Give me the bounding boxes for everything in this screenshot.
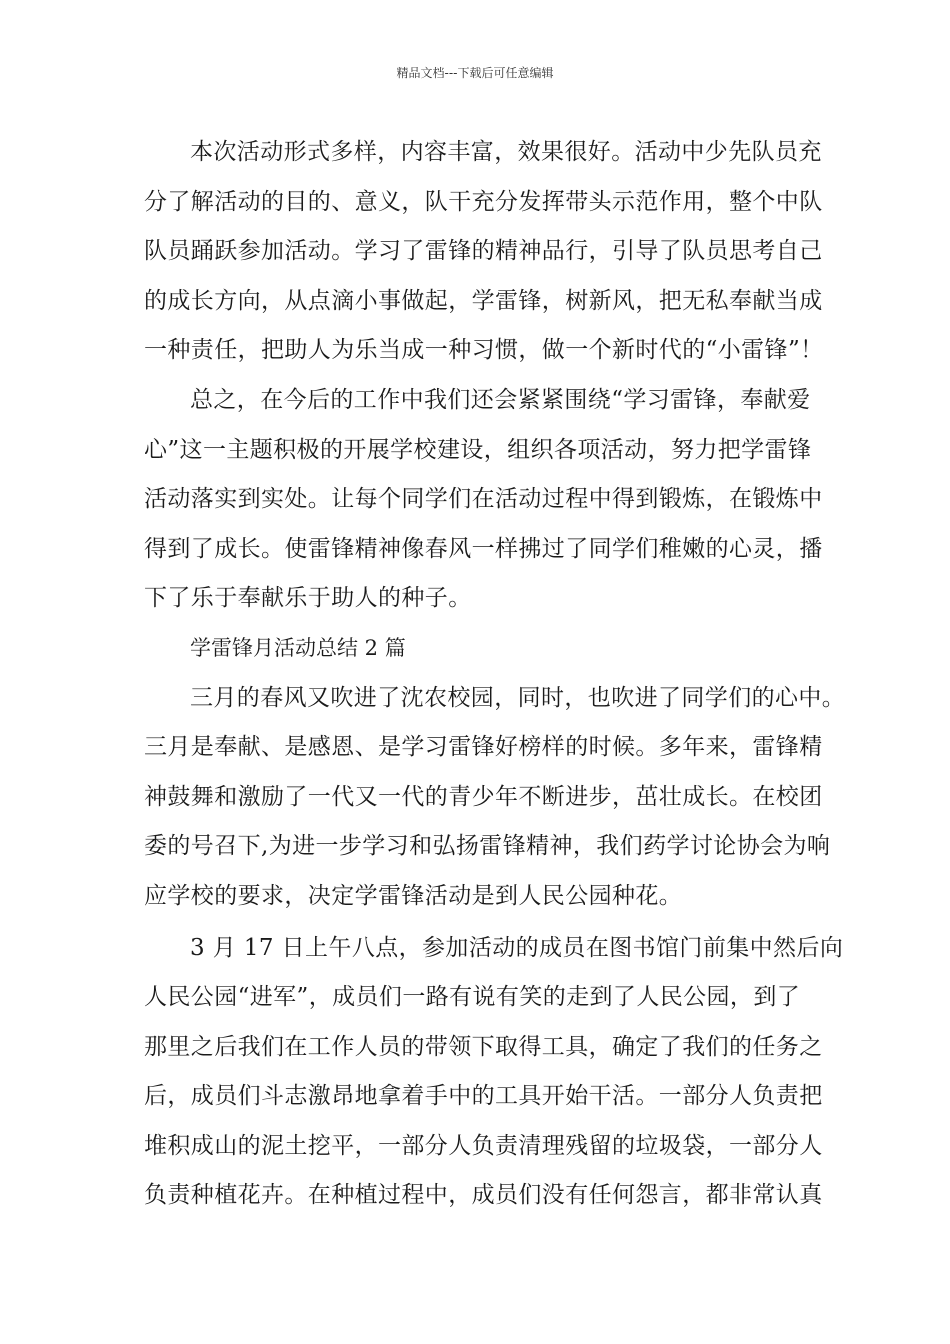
paragraph-line: 应学校的要求，决定学雷锋活动是到人民公园种花。: [144, 882, 683, 909]
paragraph-line: 委的号召下,为进一步学习和弘扬雷锋精神，我们药学讨论协会为响: [144, 833, 831, 860]
paragraph-line: 心”这一主题积极的开展学校建设，组织各项活动，努力把学雷锋: [144, 436, 812, 463]
paragraph-line: 分了解活动的目的、意义，队干充分发挥带头示范作用，整个中队: [144, 188, 823, 215]
paragraph-line: 活动落实到实处。让每个同学们在活动过程中得到锻炼，在锻炼中: [144, 486, 823, 513]
paragraph-line: 队员踊跃参加活动。学习了雷锋的精神品行，引导了队员思考自己: [144, 238, 823, 265]
document-body: [144, 128, 846, 1221]
paragraph-line: 总之，在今后的工作中我们还会紧紧围绕“学习雷锋，奉献爱: [190, 386, 811, 413]
paragraph-line: 后，成员们斗志激昂地拿着手中的工具开始干活。一部分人负责把: [144, 1083, 823, 1110]
paragraph-line: 一种责任，把助人为乐当成一种习惯，做一个新时代的“小雷锋”！: [144, 337, 824, 364]
paragraph-line: 三月是奉献、是感恩、是学习雷锋好榜样的时候。多年来，雷锋精: [144, 734, 823, 761]
paragraph-line: 的成长方向，从点滴小事做起，学雷锋，树新风，把无私奉献当成: [144, 287, 823, 314]
paragraph-3: [144, 674, 846, 922]
paragraph-line: 人民公园“进军”，成员们一路有说有笑的走到了人民公园，到了: [144, 984, 801, 1011]
page-header: 精品文档---下载后可任意编辑: [396, 66, 554, 80]
paragraph-line: 本次活动形式多样，内容丰富，效果很好。活动中少先队员充: [190, 139, 822, 165]
section-heading: 学雷锋月活动总结 2 篇: [190, 635, 406, 660]
paragraph-line: 那里之后我们在工作人员的带领下取得工具，确定了我们的任务之: [144, 1033, 823, 1060]
paragraph-line: 下了乐于奉献乐于助人的种子。: [144, 585, 472, 612]
paragraph-2: [144, 376, 823, 624]
paragraph-line: 得到了成长。使雷锋精神像春风一样拂过了同学们稚嫩的心灵，播: [144, 535, 823, 562]
paragraph-line: 三月的春风又吹进了沈农校园，同时，也吹进了同学们的心中。: [190, 684, 846, 711]
paragraph-4: [144, 924, 844, 1222]
paragraph-line: 3 月 17 日上午八点，参加活动的成员在图书馆门前集中然后向: [190, 934, 844, 961]
paragraph-1: [144, 128, 824, 376]
paragraph-line: 神鼓舞和激励了一代又一代的青少年不断进步，茁壮成长。在校团: [144, 783, 823, 810]
paragraph-line: 负责种植花卉。在种植过程中，成员们没有任何怨言，都非常认真: [144, 1182, 823, 1209]
paragraph-line: 堆积成山的泥土挖平，一部分人负责清理残留的垃圾袋，一部分人: [144, 1132, 823, 1159]
